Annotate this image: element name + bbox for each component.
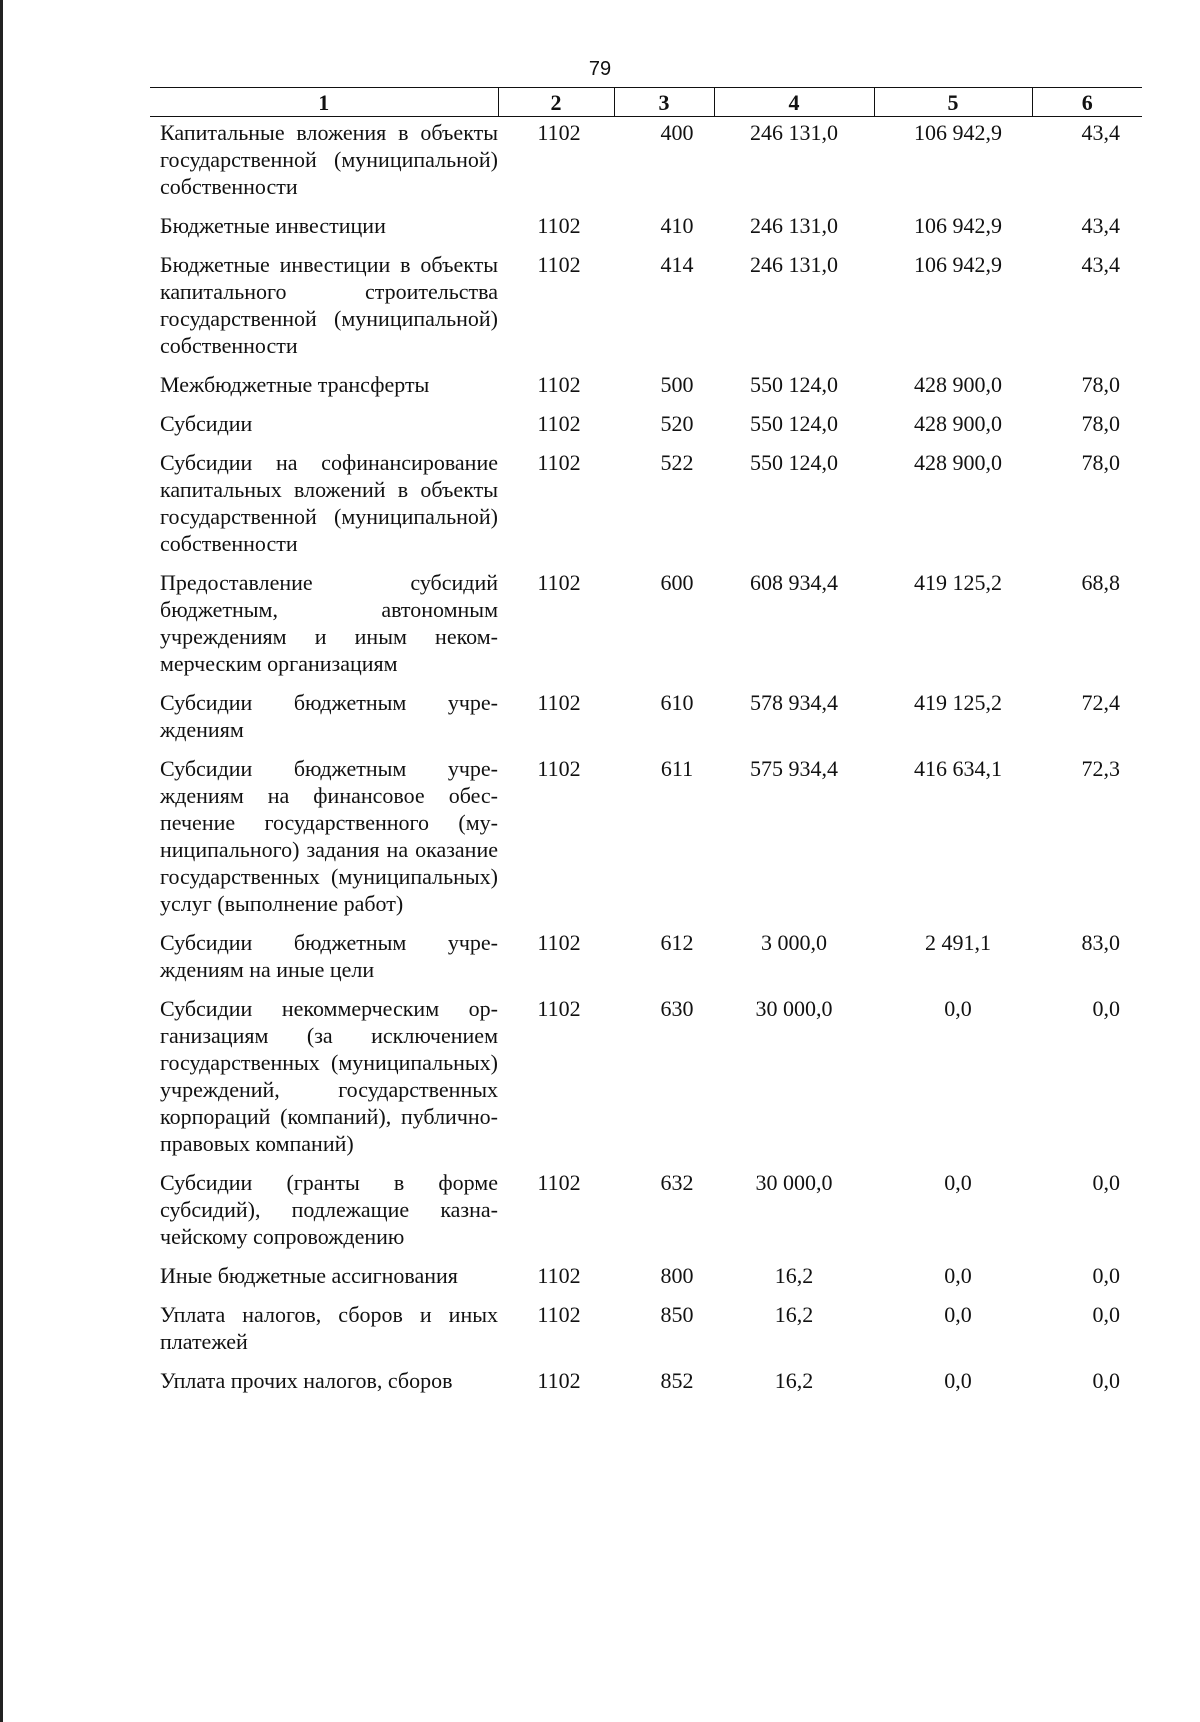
row-planned: 608 934,4 — [750, 570, 838, 595]
row-expense-type: 500 — [660, 372, 694, 397]
row-executed: 2 491,1 — [925, 930, 991, 955]
table-row — [150, 1262, 1142, 1301]
row-percent: 78,0 — [1081, 372, 1120, 397]
row-name: Предоставление субсидий бюджетным, автономным учреждениям и иным некоммерческим организациям — [160, 570, 498, 676]
row-section-code: 1102 — [537, 570, 581, 595]
row-name: Субсидии бюджетным учреждениям на иные цели — [160, 930, 498, 982]
row-executed: 428 900,0 — [914, 372, 1002, 397]
row-executed: 106 942,9 — [914, 213, 1002, 238]
row-section-code: 1102 — [537, 930, 581, 955]
row-expense-type: 611 — [660, 756, 694, 781]
column-header: 2 — [498, 88, 614, 117]
row-percent: 78,0 — [1081, 450, 1120, 475]
table-row — [150, 755, 1142, 929]
budget-table — [150, 87, 1142, 1406]
row-section-code: 1102 — [537, 996, 581, 1021]
row-expense-type: 520 — [660, 411, 694, 436]
row-name: Субсидии (гранты в форме субсидий), подлежащие казначейскому сопровождению — [160, 1170, 498, 1249]
row-percent: 0,0 — [1092, 1368, 1120, 1393]
table-row — [150, 117, 1142, 213]
row-expense-type: 850 — [660, 1302, 694, 1327]
row-planned: 246 131,0 — [750, 213, 838, 238]
row-planned: 550 124,0 — [750, 450, 838, 475]
table-row — [150, 212, 1142, 251]
row-expense-type: 522 — [660, 450, 694, 475]
row-expense-type: 414 — [660, 252, 694, 277]
row-executed: 0,0 — [944, 1170, 972, 1195]
row-name: Субсидии некоммерческим организациям (за исключением государственных (муниципальных) учреждений, государственных корпораций (компаний), публично-правовых компаний) — [160, 996, 498, 1156]
row-percent: 0,0 — [1092, 1263, 1120, 1288]
row-planned: 550 124,0 — [750, 372, 838, 397]
row-executed: 428 900,0 — [914, 450, 1002, 475]
table-header-row — [150, 88, 1142, 117]
row-percent: 78,0 — [1081, 411, 1120, 436]
row-executed: 416 634,1 — [914, 756, 1002, 781]
row-section-code: 1102 — [537, 1368, 581, 1393]
row-name: Капитальные вложения в объекты государственной (муниципальной) собственности — [160, 120, 498, 199]
row-expense-type: 632 — [660, 1170, 694, 1195]
table-row — [150, 410, 1142, 449]
row-name: Субсидии бюджетным учреждениям на финансовое обеспечение государственного (муниципального) задания на оказание государственных (муниципальных) услуг (выполнение работ) — [160, 756, 498, 916]
row-name: Субсидии на софинансирование капитальных вложений в объекты государственной (муниципальной) собственности — [160, 450, 498, 556]
table-row — [150, 449, 1142, 569]
row-section-code: 1102 — [537, 450, 581, 475]
row-planned: 575 934,4 — [750, 756, 838, 781]
row-section-code: 1102 — [537, 1170, 581, 1195]
row-percent: 72,3 — [1081, 756, 1120, 781]
row-name: Иные бюджетные ассигнования — [160, 1263, 458, 1288]
row-percent: 72,4 — [1081, 690, 1120, 715]
row-percent: 68,8 — [1081, 570, 1120, 595]
table-row — [150, 1367, 1142, 1406]
row-expense-type: 630 — [660, 996, 694, 1021]
row-section-code: 1102 — [537, 1263, 581, 1288]
row-planned: 246 131,0 — [750, 120, 838, 145]
row-section-code: 1102 — [537, 120, 581, 145]
row-expense-type: 410 — [660, 213, 694, 238]
row-planned: 246 131,0 — [750, 252, 838, 277]
row-percent: 83,0 — [1081, 930, 1120, 955]
column-header: 1 — [150, 88, 498, 117]
row-percent: 0,0 — [1092, 1302, 1120, 1327]
row-section-code: 1102 — [537, 1302, 581, 1327]
row-planned: 3 000,0 — [761, 930, 827, 955]
row-executed: 0,0 — [944, 1263, 972, 1288]
table-row — [150, 251, 1142, 371]
row-name: Субсидии — [160, 411, 253, 436]
row-planned: 578 934,4 — [750, 690, 838, 715]
row-expense-type: 400 — [660, 120, 694, 145]
row-executed: 0,0 — [944, 996, 972, 1021]
row-percent: 43,4 — [1081, 213, 1120, 238]
row-expense-type: 600 — [660, 570, 694, 595]
row-expense-type: 800 — [660, 1263, 694, 1288]
row-name: Уплата прочих налогов, сборов — [160, 1368, 453, 1393]
column-header: 4 — [714, 88, 874, 117]
scan-edge — [0, 0, 3, 1722]
page-number: 79 — [588, 58, 612, 80]
row-section-code: 1102 — [537, 756, 581, 781]
row-percent: 43,4 — [1081, 120, 1120, 145]
row-name: Уплата налогов, сборов и иных платежей — [160, 1302, 498, 1354]
table-row — [150, 1301, 1142, 1367]
row-executed: 419 125,2 — [914, 570, 1002, 595]
table-row — [150, 995, 1142, 1169]
table-row — [150, 569, 1142, 689]
table-row — [150, 1169, 1142, 1262]
row-section-code: 1102 — [537, 690, 581, 715]
row-section-code: 1102 — [537, 252, 581, 277]
row-percent: 0,0 — [1092, 1170, 1120, 1195]
row-name: Субсидии бюджетным учреждениям — [160, 690, 498, 742]
row-expense-type: 852 — [660, 1368, 694, 1393]
table-row — [150, 371, 1142, 410]
row-executed: 0,0 — [944, 1302, 972, 1327]
row-planned: 30 000,0 — [755, 996, 833, 1021]
row-percent: 0,0 — [1092, 996, 1120, 1021]
row-executed: 106 942,9 — [914, 120, 1002, 145]
row-planned: 16,2 — [774, 1368, 814, 1393]
row-percent: 43,4 — [1081, 252, 1120, 277]
row-name: Бюджетные инвестиции в объекты капитального строительства государственной (муниципальной) собственности — [160, 252, 498, 358]
row-section-code: 1102 — [537, 213, 581, 238]
column-header: 5 — [874, 88, 1032, 117]
row-planned: 30 000,0 — [755, 1170, 833, 1195]
row-executed: 419 125,2 — [914, 690, 1002, 715]
column-header: 3 — [614, 88, 714, 117]
row-expense-type: 612 — [660, 930, 694, 955]
row-section-code: 1102 — [537, 372, 581, 397]
row-executed: 106 942,9 — [914, 252, 1002, 277]
row-planned: 16,2 — [774, 1263, 814, 1288]
row-executed: 0,0 — [944, 1368, 972, 1393]
table-row — [150, 689, 1142, 755]
row-section-code: 1102 — [537, 411, 581, 436]
table-row — [150, 929, 1142, 995]
row-planned: 550 124,0 — [750, 411, 838, 436]
row-planned: 16,2 — [774, 1302, 814, 1327]
row-executed: 428 900,0 — [914, 411, 1002, 436]
column-header: 6 — [1032, 88, 1142, 117]
row-expense-type: 610 — [660, 690, 694, 715]
row-name: Межбюджетные трансферты — [160, 372, 430, 397]
row-name: Бюджетные инвестиции — [160, 213, 386, 238]
